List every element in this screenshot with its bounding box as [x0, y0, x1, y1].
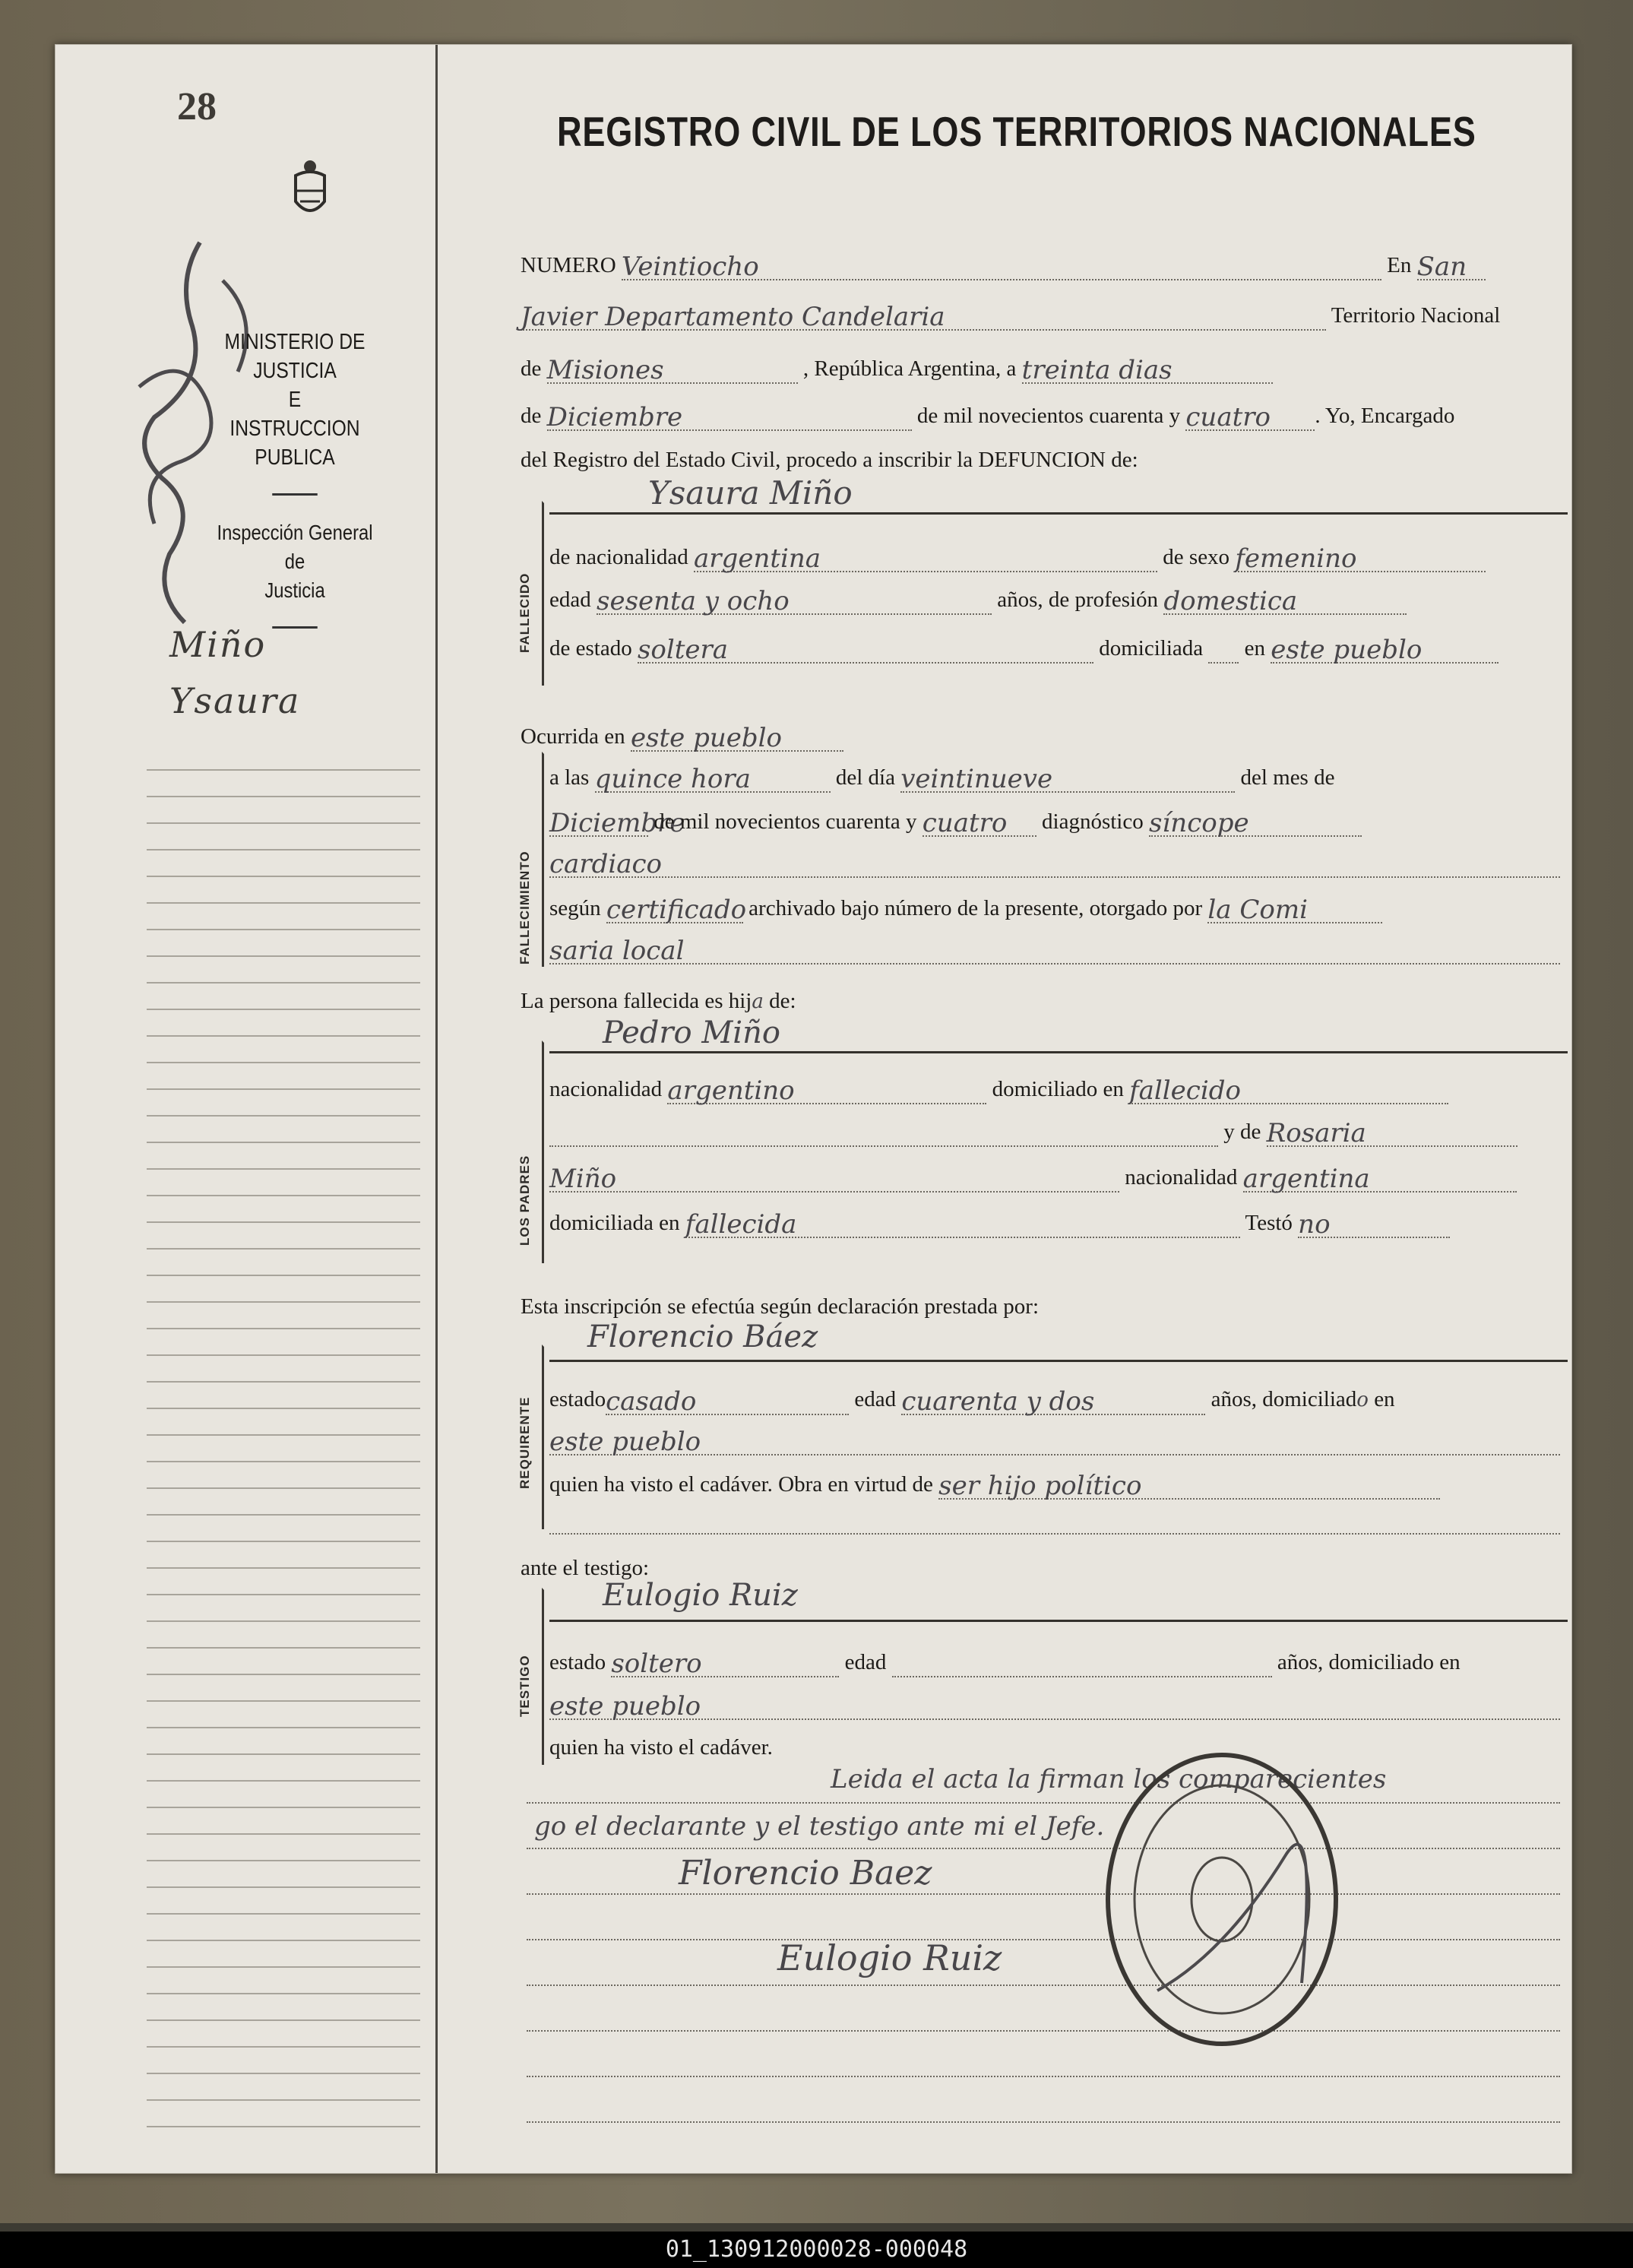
- requirente-domicilio-value: este pueblo: [549, 1427, 701, 1457]
- ocurrida-value: este pueblo: [630, 723, 782, 753]
- day-field: [1022, 355, 1273, 384]
- testigo-visto: quien ha visto el cadáver.: [549, 1735, 773, 1760]
- estado-label: de estado: [549, 636, 632, 660]
- ministry-line1: MINISTERIO DE JUSTICIA: [224, 330, 366, 383]
- margin-surname: Miño: [169, 624, 267, 665]
- sexo-label: de sexo: [1163, 545, 1230, 569]
- alas-label: a las: [549, 765, 590, 790]
- place-part2: Javier Departamento Candelaria: [521, 302, 945, 332]
- edad-value: sesenta y ocho: [597, 586, 790, 616]
- republica-label: , República Argentina, a: [802, 356, 1017, 381]
- requirente-domicilio-field: [549, 1427, 1560, 1456]
- requirente-bracket: [542, 1345, 544, 1529]
- testigo-estado-field: [611, 1649, 839, 1677]
- testigo-edad-field: [892, 1649, 1272, 1677]
- requirente-name: [587, 1319, 818, 1354]
- domicilio-gap: [1208, 635, 1239, 664]
- testigo-row-1: [549, 1647, 1461, 1677]
- testigo-name-value: Eulogio Ruiz: [603, 1578, 798, 1613]
- closing-line-6: [527, 2030, 1560, 2032]
- mes-label: del mes de: [1240, 765, 1335, 790]
- padre-name-value: Pedro Miño: [603, 1015, 780, 1050]
- requirente-intro: Esta inscripción se efectúa según declaración prestada por:: [521, 1294, 1040, 1319]
- sheet-number: 28: [177, 85, 217, 128]
- mil-label: de mil novecientos cuarenta y: [916, 404, 1181, 428]
- testigo-name-line: [549, 1620, 1568, 1622]
- year-value: cuatro: [1185, 402, 1271, 432]
- de2-label: de: [521, 404, 542, 428]
- yo-label: . Yo, Encargado: [1315, 404, 1455, 428]
- domicilio-value: este pueblo: [1271, 635, 1423, 665]
- diagnostico-label: diagnóstico: [1042, 809, 1144, 834]
- otorgado-value-1: la Comi: [1207, 895, 1308, 925]
- margin-given-name: Ysaura: [169, 680, 301, 721]
- inspection-line1: Inspección General: [217, 521, 373, 544]
- requirente-estado-label: estado: [549, 1387, 606, 1411]
- madre-name-field-1: [1267, 1118, 1517, 1147]
- segun-label: según: [549, 896, 601, 920]
- testo-label: Testó: [1245, 1211, 1293, 1235]
- page-title: REGISTRO CIVIL DE LOS TERRITORIOS NACIONALES: [557, 108, 1476, 155]
- requirente-row-2: [549, 1425, 1560, 1456]
- year-field: [1185, 402, 1315, 431]
- requirente-name-value: Florencio Báez: [587, 1319, 818, 1354]
- nacionalidad-value: argentina: [694, 543, 821, 574]
- sexo-value: femenino: [1235, 543, 1357, 574]
- dia-label: del día: [835, 765, 895, 790]
- mes-value: Diciembre: [549, 808, 685, 838]
- profesion-label: años, de profesión: [997, 588, 1159, 612]
- requirente-row-1: [549, 1384, 1395, 1417]
- requirente-relation-field: [938, 1471, 1440, 1500]
- place-field-1: [1417, 252, 1486, 280]
- testigo-domicilio-field: [549, 1691, 1560, 1720]
- sexo-field: [1235, 543, 1486, 572]
- edad-field: [597, 586, 992, 615]
- madre-row-2: [549, 1162, 1517, 1193]
- testigo-bracket: [542, 1588, 544, 1765]
- dia-value: veintinueve: [900, 764, 1053, 794]
- domicilio-en-label: en: [1244, 636, 1265, 660]
- otorgado-field-2: [549, 936, 1560, 965]
- closing-text-1: Leida el acta la firman los comparecientes: [831, 1764, 1387, 1794]
- requirente-visto-label: quien ha visto el cadáver. Obra en virtud de: [549, 1472, 933, 1497]
- padre-nacionalidad-value: argentino: [667, 1075, 795, 1106]
- madre-name-field-2: [549, 1164, 1119, 1193]
- fallecido-name: [648, 474, 853, 512]
- closing-line-5: [527, 1984, 1560, 1986]
- hora-value: quince hora: [594, 764, 751, 794]
- signature-testigo: Eulogio Ruiz: [777, 1937, 1002, 1978]
- padres-label: LOS PADRES: [517, 1155, 532, 1246]
- requirente-en-label: en: [1374, 1387, 1395, 1411]
- nacionalidad-label: de nacionalidad: [549, 545, 688, 569]
- signature-requirente: Florencio Baez: [679, 1854, 932, 1893]
- domicilio-field: [1271, 635, 1498, 664]
- madre-domiciliada-label: domiciliada en: [549, 1211, 680, 1235]
- fallecimiento-bracket: [542, 752, 544, 967]
- profesion-value: domestica: [1163, 586, 1298, 616]
- requirente-row-3: [549, 1469, 1440, 1500]
- domiciliada-label: domiciliada: [1099, 636, 1204, 660]
- dia-field: [900, 764, 1235, 793]
- month-field: [547, 402, 912, 431]
- ministry-line2: E: [288, 388, 302, 412]
- requirente-relation-value: ser hijo político: [938, 1471, 1142, 1501]
- en-label: En: [1387, 253, 1412, 277]
- otorgado-field-1: [1207, 895, 1382, 923]
- registro-row: del Registro del Estado Civil, procedo a inscribir la DEFUNCION de:: [521, 448, 1138, 472]
- certificado-field: [606, 895, 747, 925]
- requirente-estado-value: casado: [606, 1386, 697, 1417]
- persona-label: La persona fallecida es hij: [521, 989, 752, 1013]
- closing-text-2: go el declarante y el testigo ante mi el Jefe.: [534, 1811, 1105, 1842]
- closing-line-1: [527, 1802, 1560, 1804]
- padre-name-line: [549, 1051, 1568, 1053]
- certificado-row: [549, 893, 1382, 923]
- testigo-estado-value: soltero: [611, 1649, 702, 1679]
- testigo-domicilio-value: este pueblo: [549, 1691, 701, 1722]
- closing-line-2: [527, 1848, 1560, 1849]
- fallecido-name-value: Ysaura Miño: [648, 474, 853, 512]
- territory-field: [547, 355, 798, 384]
- closing-line-7: [527, 2076, 1560, 2077]
- padre-nacionalidad-label: nacionalidad: [549, 1077, 663, 1101]
- fallecimiento-label: FALLECIMIENTO: [517, 850, 532, 965]
- testigo-edad-label: edad: [844, 1650, 887, 1674]
- padre-domicilio-value: fallecido: [1129, 1075, 1241, 1106]
- anio-field: [923, 808, 1036, 837]
- testigo-anos-label: años, domiciliado en: [1277, 1650, 1461, 1674]
- requirente-name-line: [549, 1360, 1568, 1362]
- padre-domiciliado-label: domiciliado en: [992, 1077, 1124, 1101]
- diagnostico-field-1: [1149, 808, 1362, 837]
- edad-row: [549, 584, 1407, 615]
- requirente-edad-value: cuarenta y dos: [901, 1386, 1095, 1417]
- diagnostico-row-2: [549, 847, 1560, 878]
- padre-nacionalidad-field: [667, 1075, 986, 1104]
- de-label: de: [521, 356, 542, 381]
- otorgado-row-2: [549, 934, 1560, 965]
- anio-value: cuatro: [922, 808, 1008, 838]
- mes-field: [549, 808, 685, 838]
- padre-domicilio-field: [1129, 1075, 1448, 1104]
- territorio-label: Territorio Nacional: [1331, 303, 1501, 328]
- official-stamp: [1097, 1740, 1347, 2059]
- closing-line-8: [527, 2121, 1560, 2123]
- madre-nacionalidad-value: argentina: [1242, 1164, 1370, 1194]
- madre-domicilio-value: fallecida: [685, 1209, 797, 1240]
- madre-row-1: [549, 1117, 1517, 1147]
- requirente-edad-label: edad: [854, 1387, 897, 1411]
- day-value: treinta dias: [1021, 355, 1173, 385]
- coat-of-arms-icon: [290, 157, 331, 223]
- madre-name-value-1: Rosaria: [1266, 1118, 1366, 1148]
- fallecido-bracket: [542, 501, 544, 686]
- profesion-field: [1163, 586, 1407, 615]
- fallecido-name-line: [549, 512, 1568, 515]
- padres-bracket: [542, 1041, 544, 1263]
- requirente-suffix: o: [1356, 1389, 1369, 1411]
- estado-row: [549, 633, 1498, 664]
- testigo-estado-label: estado: [549, 1650, 606, 1674]
- madre-nacionalidad-field: [1243, 1164, 1517, 1193]
- testigo-intro: ante el testigo:: [521, 1556, 650, 1580]
- diagnostico-field-2: [549, 849, 1560, 878]
- numero-field: [622, 252, 1381, 280]
- persona-de-label: de:: [769, 989, 796, 1013]
- persona-row: [521, 986, 796, 1016]
- place-field-2: [521, 302, 1326, 331]
- certificado-value: certificado: [606, 895, 747, 925]
- ocurrida-row: [521, 721, 843, 752]
- madre-row-3: [549, 1208, 1450, 1238]
- month-value: Diciembre: [546, 402, 683, 432]
- numero-value: Veintiocho: [621, 252, 759, 282]
- edad-label: edad: [549, 588, 591, 612]
- certificate-form: [435, 45, 1571, 2173]
- mil2-label: de mil novecientos cuarenta y: [654, 809, 917, 834]
- hora-row: [549, 762, 1334, 793]
- madre-name-value-2: Miño: [549, 1164, 617, 1194]
- image-id-footer: 01_130912000028-000048: [0, 2232, 1633, 2268]
- margin-ruled-lines: [147, 744, 420, 2150]
- testo-value: no: [1298, 1209, 1331, 1240]
- madre-nacionalidad-label: nacionalidad: [1125, 1165, 1238, 1189]
- inspection-divider: [272, 626, 318, 629]
- persona-suffix: a: [752, 990, 764, 1013]
- nacionalidad-field: [694, 543, 1157, 572]
- diagnostico-value-2: cardiaco: [549, 849, 662, 879]
- register-page: [55, 44, 1572, 2174]
- ministry-line3: INSTRUCCION PUBLICA: [229, 417, 360, 470]
- ministry-block: [188, 328, 402, 651]
- inspection-line2: de: [284, 550, 305, 573]
- place-row: [521, 300, 1500, 331]
- requirente-anos-label: años, domiciliad: [1211, 1387, 1357, 1411]
- territory-value: Misiones: [546, 355, 664, 385]
- ocurrida-label: Ocurrida en: [521, 724, 625, 749]
- fecha-row: [549, 806, 1362, 837]
- archivado-label: archivado bajo número de la presente, otorgado por: [748, 896, 1203, 920]
- nacionalidad-row: [549, 542, 1486, 572]
- requirente-label: REQUIRENTE: [517, 1396, 532, 1489]
- testigo-row-2: [549, 1690, 1560, 1720]
- closing-line-3: [527, 1893, 1560, 1895]
- testigo-label: TESTIGO: [517, 1655, 532, 1717]
- numero-row: [521, 250, 1486, 280]
- madre-domicilio-field: [685, 1209, 1240, 1238]
- closing-line-4: [527, 1939, 1560, 1940]
- fallecido-label: FALLECIDO: [517, 572, 532, 653]
- otorgado-value-2: saria local: [549, 936, 685, 966]
- padre-extra-field: [549, 1118, 1218, 1147]
- place-part1: San: [1416, 252, 1467, 282]
- padre-name: [603, 1015, 780, 1050]
- date-row: [521, 401, 1454, 431]
- territory-row: [521, 353, 1273, 384]
- diagnostico-value-1: síncope: [1148, 808, 1249, 838]
- requirente-estado-field: [606, 1386, 849, 1415]
- testo-field: [1298, 1209, 1450, 1238]
- estado-field: [638, 635, 1093, 664]
- numero-label: NUMERO: [521, 253, 616, 277]
- margin-column: [55, 45, 438, 2173]
- estado-value: soltera: [637, 635, 729, 665]
- yde-label: y de: [1223, 1120, 1261, 1144]
- requirente-edad-field: [901, 1386, 1205, 1415]
- padre-row: [549, 1074, 1448, 1104]
- hora-field: [595, 764, 831, 793]
- ministry-divider: [272, 493, 318, 496]
- inspection-line3: Justicia: [264, 578, 325, 602]
- requirente-extra-line: [549, 1533, 1560, 1535]
- ocurrida-field: [631, 723, 843, 752]
- testigo-name: [603, 1580, 798, 1611]
